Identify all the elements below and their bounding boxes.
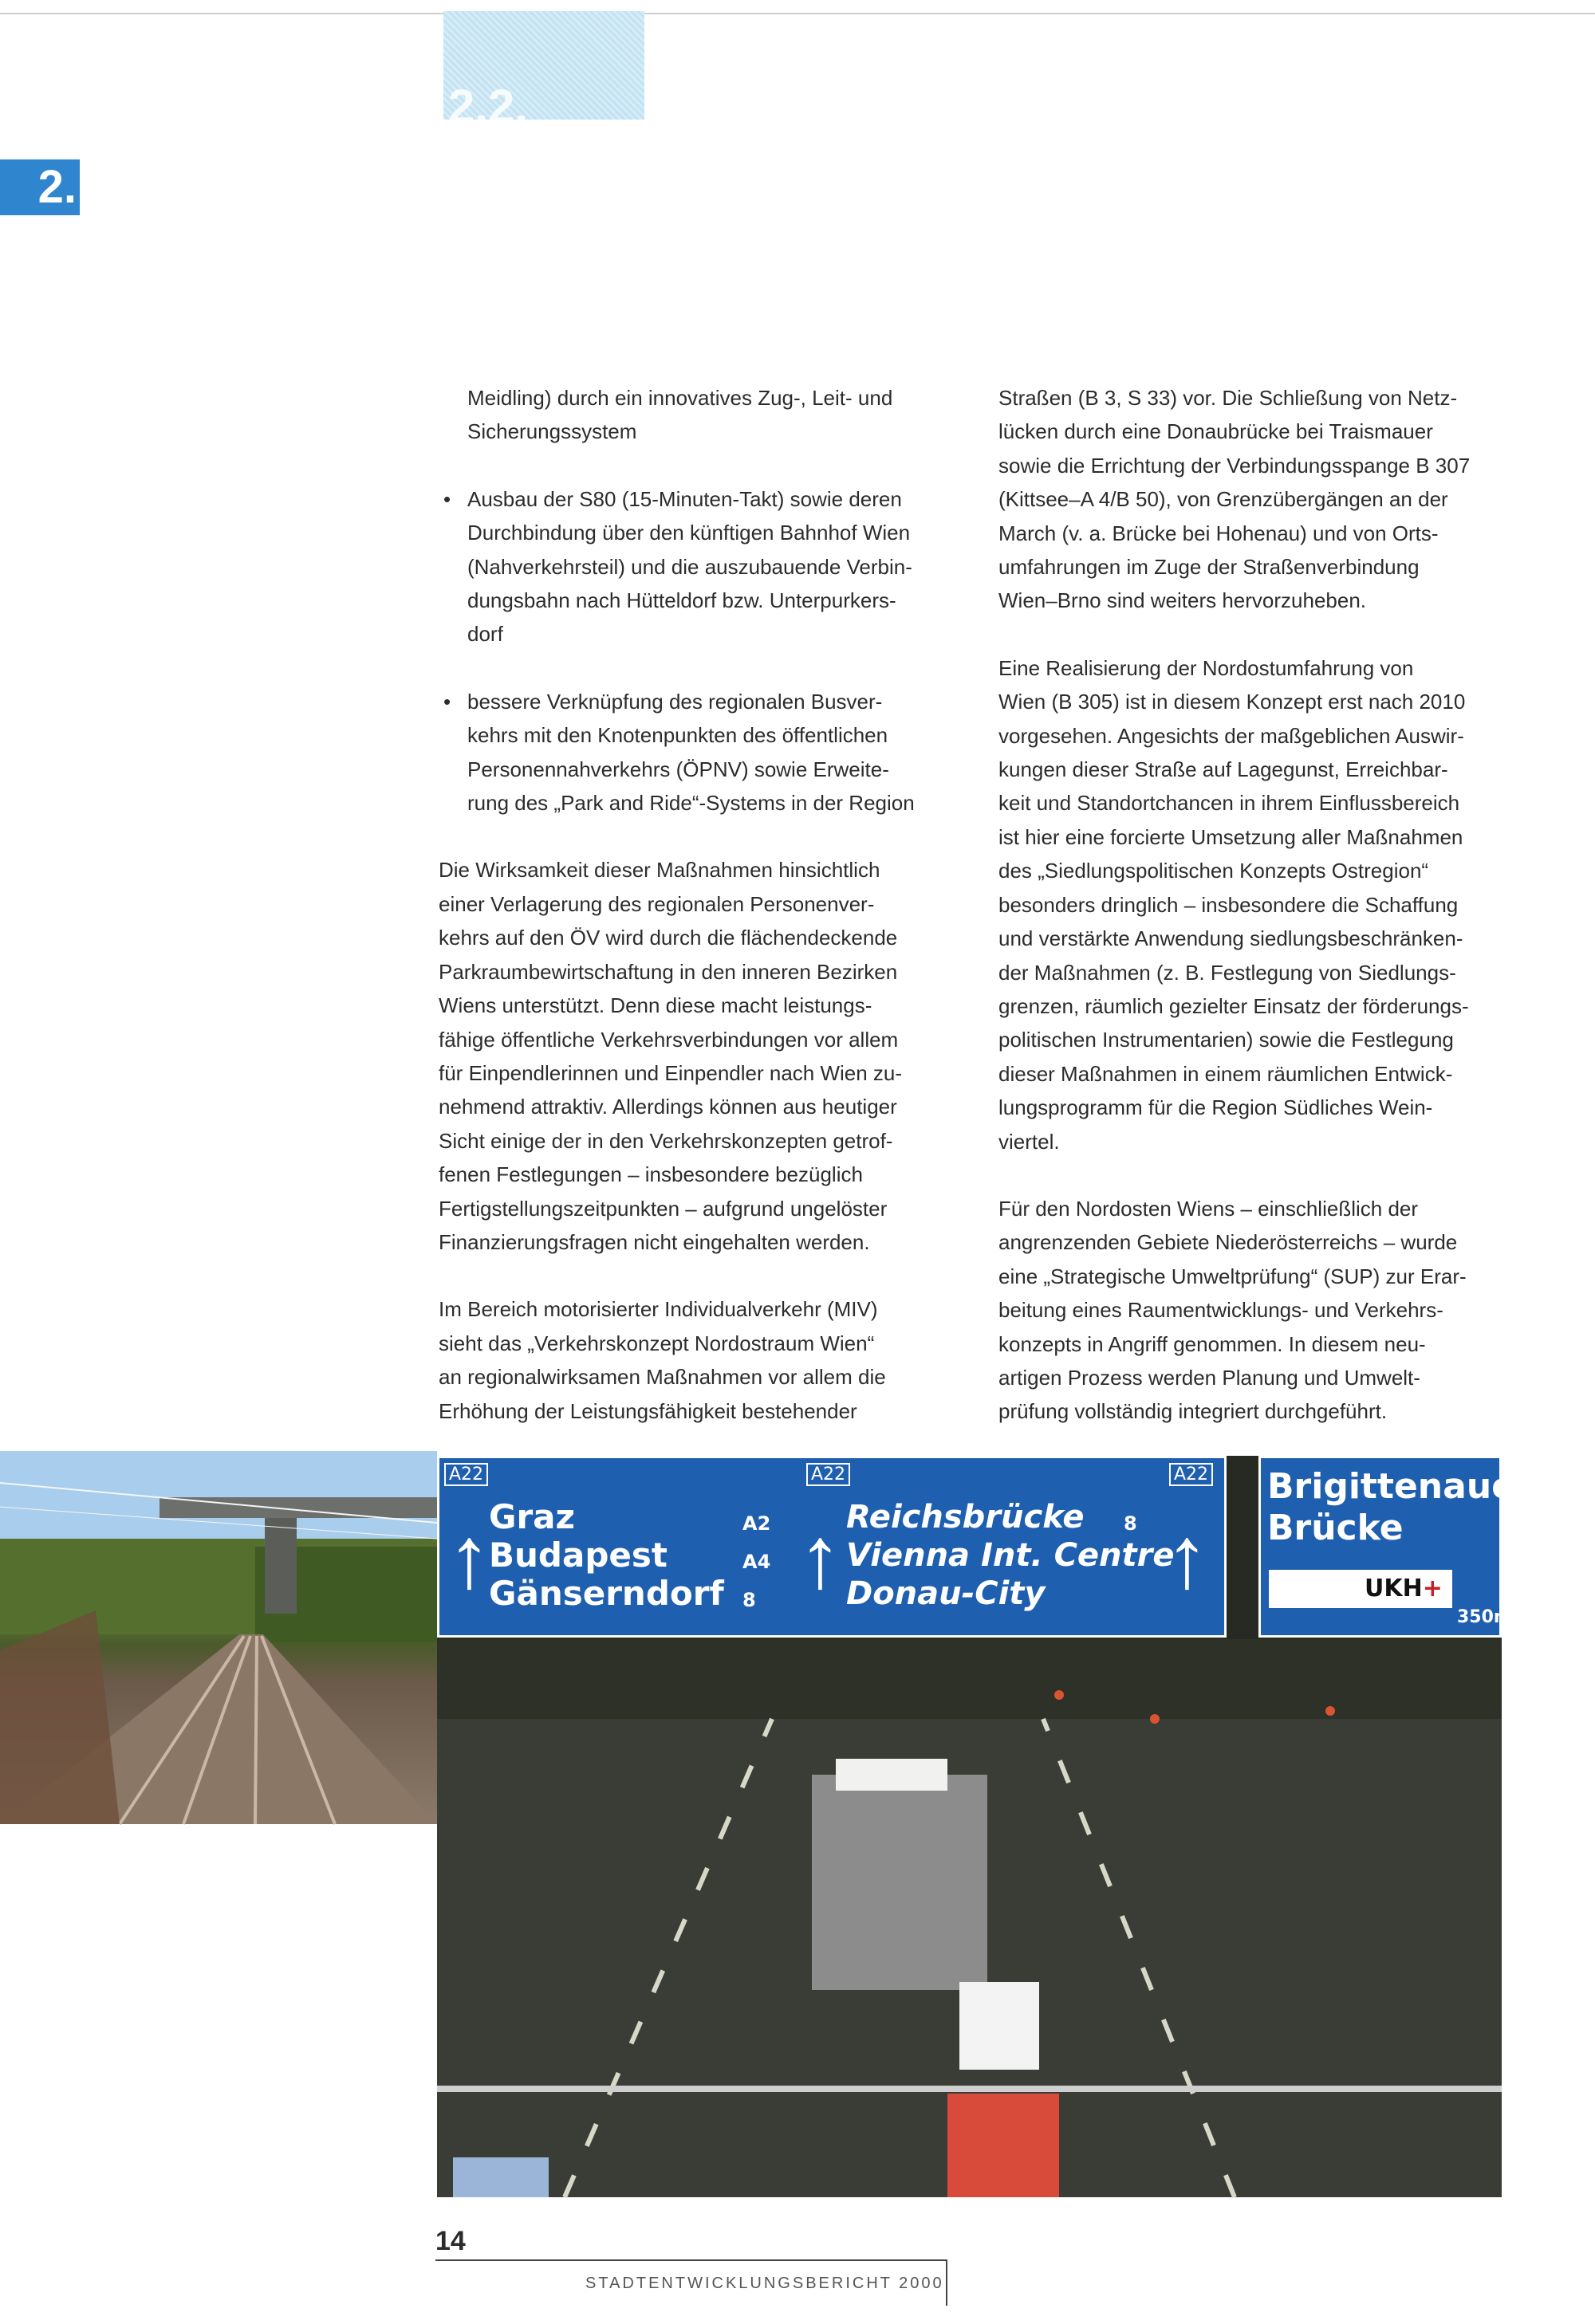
text-line: grenzen, räumlich gezielter Einsatz der förderungs-: [998, 993, 1469, 1018]
text-line: bessere Verknüpfung des regionalen Busver-: [467, 689, 883, 714]
destination: Vienna Int. Centre: [846, 1537, 1175, 1574]
text-line: Ausbau der S80 (15-Minuten-Takt) sowie deren: [467, 486, 902, 511]
destination: Brigittenauer-: [1267, 1466, 1547, 1507]
text-line: besonders dringlich – insbesondere die Schaffung: [998, 892, 1459, 917]
text-line: ist hier eine forcierte Umsetzung aller Maßnahmen: [998, 824, 1463, 849]
text-line: Fertigstellungszeitpunkten – aufgrund ungelöster: [439, 1196, 888, 1221]
text-line: nehmend attraktiv. Allerdings können aus heutiger: [439, 1095, 897, 1119]
text-line: vorgesehen. Angesichts der maßgeblichen Auswir-: [998, 723, 1464, 748]
text-line: artigen Prozess werden Planung und Umwelt-: [998, 1365, 1420, 1390]
text-line: Die Wirksamkeit dieser Maßnahmen hinsichtlich: [439, 858, 880, 883]
motorway-photo: [437, 1456, 1547, 2197]
text-line: für Einpendlerinnen und Einpendler nach Wien zu-: [439, 1060, 903, 1085]
text-line: des „Siedlungspolitischen Konzepts Ostregion“: [998, 859, 1429, 883]
destination: Brücke: [1267, 1508, 1404, 1548]
paragraph: [439, 853, 949, 1259]
text-line: March (v. a. Brücke bei Hohenau) und von Orts-: [998, 521, 1439, 545]
top-rule: [0, 13, 1595, 14]
sign-destinations-left: [489, 1498, 724, 1613]
text-line: angrenzenden Gebiete Niederösterreichs – wurde: [998, 1230, 1458, 1255]
text-line: und verstärkte Anwendung siedlungsbeschränken-: [998, 926, 1463, 951]
text-line: Sicht einige der in den Verkehrskonzepten getrof-: [439, 1128, 893, 1153]
arrow-up-icon: ↑: [1165, 1508, 1209, 1606]
page-number: 14: [435, 2226, 466, 2256]
sign-route-badges: [742, 1504, 770, 1619]
text-line: Straßen (B 3, S 33) vor. Die Schließung von Netz-: [998, 386, 1458, 410]
hospital-label: UKH: [1365, 1575, 1423, 1602]
text-line: lungsprogramm für die Region Südliches Wein-: [998, 1095, 1433, 1120]
destination: Graz: [489, 1497, 575, 1536]
bullet-icon: •: [443, 486, 451, 511]
direction-sign-exit: [1258, 1456, 1547, 1638]
text-line: Wiens unterstützt. Denn diese macht leistungs-: [439, 993, 872, 1018]
text-line: prüfung vollständig integriert durchgeführt.: [998, 1399, 1388, 1424]
destination: Gänserndorf: [489, 1574, 724, 1613]
footer-rule: [435, 2259, 946, 2261]
text-line: Finanzierungsfragen nicht eingehalten werden.: [439, 1229, 870, 1254]
text-line: Im Bereich motorisierter Individualverkehr (MIV): [439, 1297, 878, 1322]
bullet-item: [439, 482, 949, 651]
text-line: dungsbahn nach Hütteldorf bzw. Unterpurkers-: [467, 588, 896, 613]
section-decoration: [443, 11, 644, 133]
hospital-cross-icon: +: [1422, 1575, 1443, 1602]
bullet-item: [439, 685, 949, 820]
route-number: A2: [742, 1512, 771, 1535]
sign-destination-exit: [1267, 1466, 1547, 1549]
route-number: 8: [742, 1589, 756, 1611]
text-line: Durchbindung über den künftigen Bahnhof Wien: [467, 521, 911, 545]
text-line: fähige öffentliche Verkehrsverbindungen vor allem: [439, 1027, 899, 1052]
text-line: kungen dieser Straße auf Lagegunst, Erreichbar-: [998, 757, 1448, 782]
text-line: viertel.: [998, 1129, 1060, 1154]
text-line: Meidling) durch ein innovatives Zug-, Leit- und: [467, 386, 893, 410]
text-line: der Maßnahmen (z. B. Festlegung von Siedlungs-: [998, 960, 1456, 985]
hospital-panel: [1269, 1570, 1452, 1608]
railway-illustration: [0, 1451, 437, 1824]
text-line: lücken durch eine Donaubrücke bei Traismauer: [998, 419, 1433, 444]
text-line: konzepts in Angriff genommen. In diesem neu-: [998, 1331, 1426, 1356]
right-column: [998, 381, 1509, 1429]
section-number: 2.2.: [448, 80, 529, 133]
publication-title: STADTENTWICKLUNGSBERICHT 2000: [585, 2275, 944, 2292]
text-line: kehrs mit den Knotenpunkten des öffentlichen: [467, 723, 888, 748]
direction-sign-main: [437, 1456, 1227, 1638]
arrow-up-icon: ↑: [798, 1508, 842, 1606]
chapter-badge: 2.: [0, 159, 80, 215]
text-line: Wien (B 305) ist in diesem Konzept erst nach 2010: [998, 690, 1466, 714]
route-badge: A22: [444, 1463, 488, 1486]
text-line: Wien–Brno sind weiters hervorzuheben.: [998, 588, 1367, 613]
text-line: dorf: [467, 622, 503, 647]
text-line: (Nahverkehrsteil) und die auszubauende Verbin-: [467, 554, 912, 579]
text-line: eine „Strategische Umweltprüfung“ (SUP) zur Erar-: [998, 1264, 1467, 1288]
text-line: kehrs auf den ÖV wird durch die flächendeckende: [439, 926, 898, 950]
railway-photo: [0, 1451, 437, 1824]
arrow-up-icon: ↑: [447, 1508, 491, 1606]
text-line: Parkraumbewirtschaftung in den inneren Bezirken: [439, 959, 898, 984]
route-number: 8: [1124, 1512, 1137, 1535]
route-number: A4: [742, 1551, 771, 1573]
destination: Budapest: [489, 1536, 668, 1575]
text-line: rung des „Park and Ride“-Systems in der Region: [467, 791, 915, 816]
text-line: Eine Realisierung der Nordostumfahrung von: [998, 655, 1414, 680]
distance-label: 350m: [1457, 1607, 1512, 1627]
continuation-text: [439, 381, 949, 449]
left-column: [439, 381, 949, 1428]
route-badge: A22: [806, 1463, 850, 1486]
text-line: beitung eines Raumentwicklungs- und Verkehrs-: [998, 1298, 1443, 1323]
paragraph: [998, 1192, 1509, 1429]
text-line: an regionalwirksamen Maßnahmen vor allem die: [439, 1365, 886, 1390]
text-line: fenen Festlegungen – insbesondere bezüglich: [439, 1162, 863, 1187]
text-line: Für den Nordosten Wiens – einschließlich der: [998, 1196, 1419, 1221]
text-line: Personennahverkehrs (ÖPNV) sowie Erweite-: [467, 757, 889, 781]
text-line: sowie die Errichtung der Verbindungsspange B 307: [998, 453, 1471, 478]
text-line: Erhöhung der Leistungsfähigkeit bestehender: [439, 1398, 857, 1423]
text-line: politischen Instrumentarien) sowie die Festlegung: [998, 1028, 1454, 1052]
paragraph: [439, 1292, 949, 1428]
text-line: Sicherungssystem: [467, 419, 637, 444]
text-line: keit und Standortchancen in ihrem Einflussbereich: [998, 791, 1460, 816]
destination: Donau-City: [846, 1575, 1046, 1612]
destination: Reichsbrücke: [846, 1499, 1085, 1536]
footer-divider: [946, 2259, 947, 2306]
bullet-icon: •: [443, 689, 451, 714]
text-line: dieser Maßnahmen in einem räumlichen Entwick-: [998, 1061, 1453, 1086]
route-badge: A22: [1169, 1463, 1213, 1486]
paragraph: [998, 651, 1509, 1158]
text-line: sieht das „Verkehrskonzept Nordostraum Wien“: [439, 1331, 875, 1355]
text-line: (Kittsee–A 4/B 50), von Grenzübergängen an der: [998, 487, 1448, 512]
text-line: umfahrungen im Zuge der Straßenverbindung: [998, 555, 1420, 580]
paragraph: [998, 381, 1509, 618]
text-line: einer Verlagerung des regionalen Personenver-: [439, 891, 875, 916]
